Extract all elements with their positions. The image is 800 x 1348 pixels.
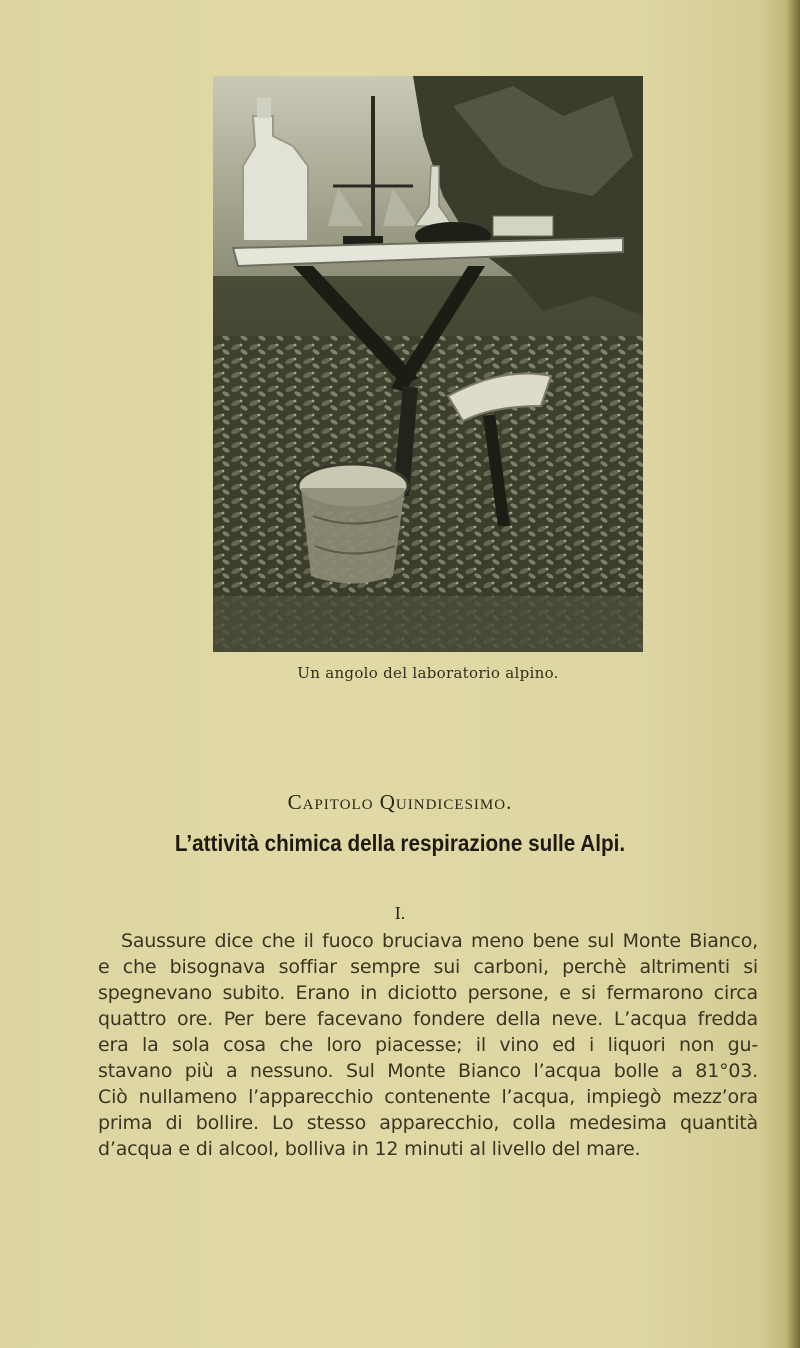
text-line: Saussure dice che il fuoco bruciava meno bene sul Monte Bianco,: [121, 930, 758, 952]
chapter-title: L’attività chimica della respirazione sulle Alpi.: [174, 830, 626, 856]
laboratory-photograph: [213, 76, 643, 652]
text-line: spegnevano subito. Erano in diciotto persone, e si fermarono circa: [98, 982, 758, 1004]
text-line: e che bisognava soffiar sempre sui carboni, perchè altrimenti si: [98, 956, 758, 978]
text-line: d’acqua e di alcool, bolliva in 12 minuti al livello del mare.: [98, 1138, 641, 1160]
text-line: stavano più a nessuno. Sul Monte Bianco l’acqua bolle a 81°03.: [98, 1060, 758, 1082]
balance-stand: [371, 96, 375, 246]
figure-caption: Un angolo del laboratorio alpino.: [297, 664, 559, 682]
grass: [213, 596, 643, 652]
section-number: I.: [394, 903, 406, 923]
text-line: quattro ore. Per bere facevano fondere della neve. L’acqua fredda: [98, 1008, 758, 1030]
text-line: Ciò nullameno l’apparecchio contenente l’acqua, impiegò mezz’ora: [98, 1086, 758, 1108]
page-edge-shadow: [786, 0, 800, 1348]
chapter-heading: Capitolo Quindicesimo.: [287, 790, 513, 814]
photograph-drawing: [213, 76, 643, 652]
text-line: era la sola cosa che loro piacesse; il vino ed i liquori non gu-: [98, 1034, 758, 1056]
basket: [301, 488, 405, 584]
box-on-table: [493, 216, 553, 236]
body-paragraph: [98, 928, 758, 1162]
text-line: prima di bollire. Lo stesso apparecchio, colla medesima quantità: [98, 1112, 758, 1134]
